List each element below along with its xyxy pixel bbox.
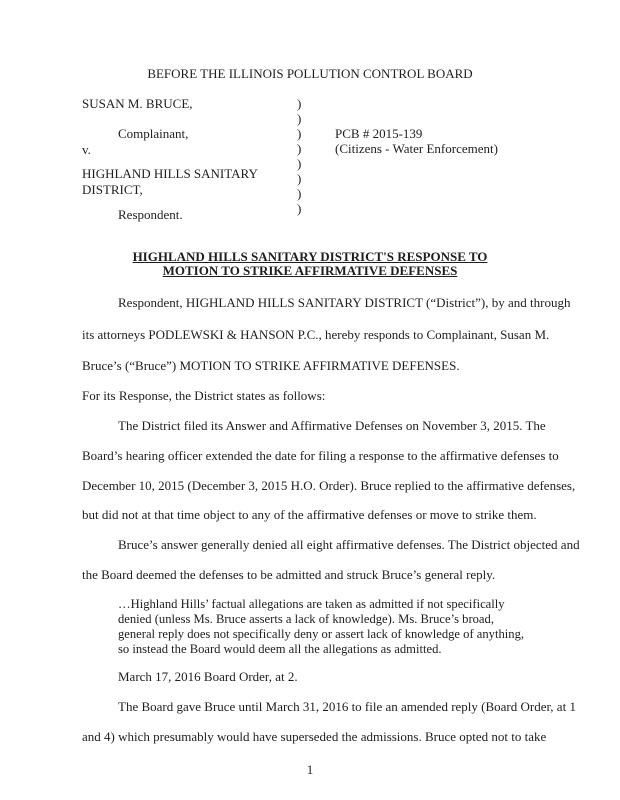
block-quote-line: general reply does not specifically deny or assert lack of knowledge of anything, [118,627,525,641]
caption-paren: ) [297,201,302,216]
paragraph-line: and 4) which presumably would have superseded the admissions. Bruce opted not to take [82,729,547,744]
page-number: 1 [306,762,314,777]
block-quote-line: denied (unless Ms. Bruce asserts a lack of knowledge). Ms. Bruce’s broad, [118,612,494,626]
paragraph-line: The District filed its Answer and Affirmative Defenses on November 3, 2015. The [118,418,546,433]
paragraph-line: The Board gave Bruce until March 31, 2016 to file an amended reply (Board Order, at 1 [118,699,576,714]
document-title-line2: MOTION TO STRIKE AFFIRMATIVE DEFENSES [162,263,458,278]
caption-paren: ) [297,96,302,111]
paragraph-line: For its Response, the District states as follows: [82,388,326,403]
paragraph-line: but did not at that time object to any of the affirmative defenses or move to strike them. [82,507,537,522]
complainant-role: Complainant, [118,126,189,141]
paragraph-line: its attorneys PODLEWSKI & HANSON P.C., hereby responds to Complainant, Susan M. [82,327,550,342]
paragraph-line: Board’s hearing officer extended the date for filing a response to the affirmative defenses to [82,448,559,463]
respondent-name-line1: HIGHLAND HILLS SANITARY [82,166,258,181]
caption-paren: ) [297,156,302,171]
caption-paren: ) [297,186,302,201]
case-number: PCB # 2015-139 [335,126,423,141]
paragraph-line: the Board deemed the defenses to be admitted and struck Bruce’s general reply. [82,567,496,582]
caption-paren: ) [297,141,302,156]
respondent-name-line2: DISTRICT, [82,182,143,197]
board-header: BEFORE THE ILLINOIS POLLUTION CONTROL BOARD [147,66,473,81]
caption-paren: ) [297,171,302,186]
paragraph-line: Respondent, HIGHLAND HILLS SANITARY DISTRICT (“District”), by and through [118,295,571,310]
caption-paren: ) [297,111,302,126]
paragraph-line: Bruce’s (“Bruce”) MOTION TO STRIKE AFFIRMATIVE DEFENSES. [82,358,460,373]
complainant-name: SUSAN M. BRUCE, [82,96,193,111]
respondent-role: Respondent. [118,207,183,222]
versus: v. [82,142,91,157]
caption-paren: ) [297,126,302,141]
document-title-line1: HIGHLAND HILLS SANITARY DISTRICT'S RESPONSE TO [132,249,488,264]
block-quote-line: …Highland Hills’ factual allegations are taken as admitted if not specifically [118,597,505,611]
case-type: (Citizens - Water Enforcement) [335,141,498,156]
block-quote-line: so instead the Board would deem all the allegations as admitted. [118,642,442,656]
quote-citation: March 17, 2016 Board Order, at 2. [118,669,298,684]
paragraph-line: Bruce’s answer generally denied all eight affirmative defenses. The District objected and [118,537,580,552]
paragraph-line: December 10, 2015 (December 3, 2015 H.O. Order). Bruce replied to the affirmative defenses, [82,478,576,493]
